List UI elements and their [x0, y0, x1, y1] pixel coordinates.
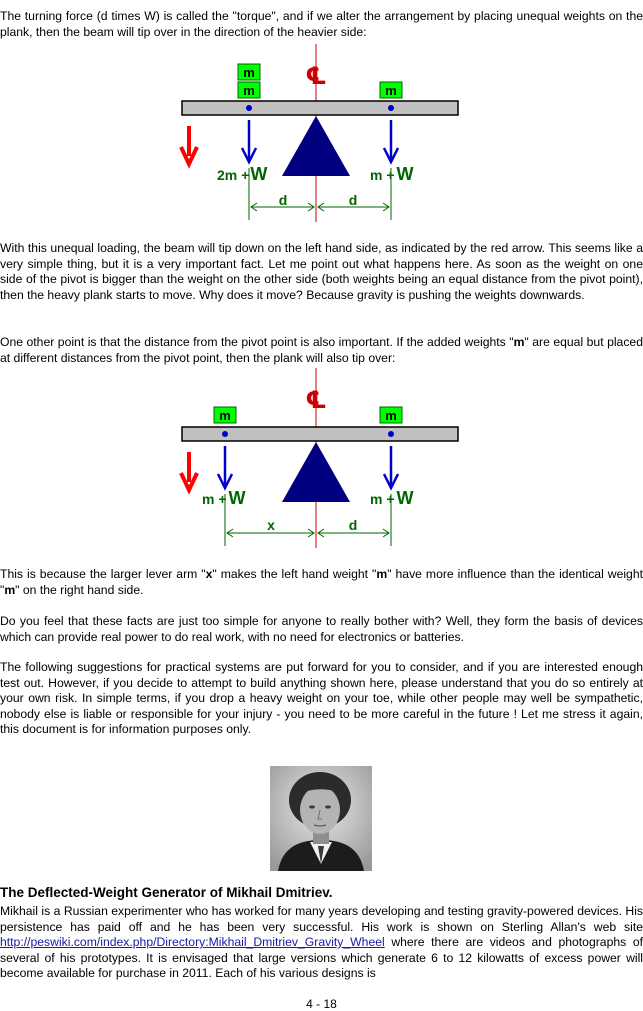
- peswiki-link[interactable]: http://peswiki.com/index.php/Directory:Mikhail_Dmitriev_Gravity_Wheel: [0, 935, 385, 950]
- lever-arm-paragraph: This is because the larger lever arm "x" makes the left hand weight "m" have more influence than the identical weight "m" on the right hand side.: [0, 567, 643, 597]
- centerline-symbol: ℄: [305, 63, 327, 90]
- weight-label-right: m: [385, 408, 397, 423]
- weight-label-left-bottom: m: [243, 83, 255, 98]
- risk-disclaimer-paragraph: The following suggestions for practical systems are put forward for you to consider, and if you are interested enough test out. However, if you decide to attempt to build anything shown here, please understand that you do so entirely at your own risk. In simple terms, if you drop a heavy weight on your toe, while other people may well be sympathetic, nobody else is liable or responsible for your injury - you need to be more careful in the future ! Let me stress it again, this document is for information purposes only.: [0, 660, 643, 737]
- distance-paragraph: One other point is that the distance from the pivot point is also important. If the added weights "m" are equal but placed at different distances from the pivot point, then the plank will also tip over:: [0, 335, 643, 365]
- distance-label-left: d: [278, 192, 288, 208]
- portrait-photo: [270, 766, 372, 871]
- weight-point-left: [246, 105, 252, 111]
- force-label-left: 2m +W: [217, 164, 268, 184]
- simple-facts-paragraph: Do you feel that these facts are just too simple for anyone to really bother with? Well, they form the basis of devices which can provide real power to do real work, with no need for electronics or batteries.: [0, 614, 643, 644]
- centerline-symbol: ℄: [305, 387, 327, 414]
- weight-label-right: m: [385, 83, 397, 98]
- distance-label-right: d: [348, 192, 358, 208]
- weight-point-right: [388, 431, 394, 437]
- beam: [182, 101, 458, 115]
- mikhail-paragraph: Mikhail is a Russian experimenter who has worked for many years developing and testing gravity-powered devices. His persistence has paid off and he has been very successful. His work is shown on Sterling Allan's web site http://peswiki.com/index.php/Directory:Mikhail_Dmitriev_Gravity_Wheel where there are videos and photographs of several of his prototypes. It is envisaged that large versions which generate 6 to 12 kilowatts of excess power will become available for purchase in 2011. Each of his various designs is: [0, 904, 643, 981]
- distance-label-right: d: [348, 517, 358, 533]
- weight-label-left: m: [219, 408, 231, 423]
- unequal-loading-paragraph: With this unequal loading, the beam will tip down on the left hand side, as indicated by the red arrow. This seems like a very simple thing, but it is a very important fact. Let me point out what happens here. As soon as the weight on one side of the pivot is bigger than the weight on the other side (both weights being an equal distance from the pivot point), then the heavy plank starts to move. Why does it move? Because gravity is pushing the weights downwards.: [0, 241, 643, 302]
- section-heading: The Deflected-Weight Generator of Mikhail Dmitriev.: [0, 885, 333, 900]
- distance-label-left: x: [267, 517, 275, 533]
- pivot-triangle: [282, 442, 350, 502]
- force-label-left: m + W: [202, 488, 246, 508]
- page-number: 4 - 18: [306, 997, 337, 1011]
- intro-paragraph: The turning force (d times W) is called the "torque", and if we alter the arrangement by placing unequal weights on the plank, then the beam will tip over in the direction of the heavier side:: [0, 9, 643, 39]
- weight-label-left-top: m: [243, 65, 255, 80]
- force-label-right: m + W: [370, 164, 414, 184]
- torque-diagram-unequal-distances: [175, 368, 470, 548]
- weight-point-right: [388, 105, 394, 111]
- weight-point-left: [222, 431, 228, 437]
- pivot-triangle: [282, 116, 350, 176]
- torque-diagram-unequal-weights: [175, 44, 470, 222]
- force-label-right: m + W: [370, 488, 414, 508]
